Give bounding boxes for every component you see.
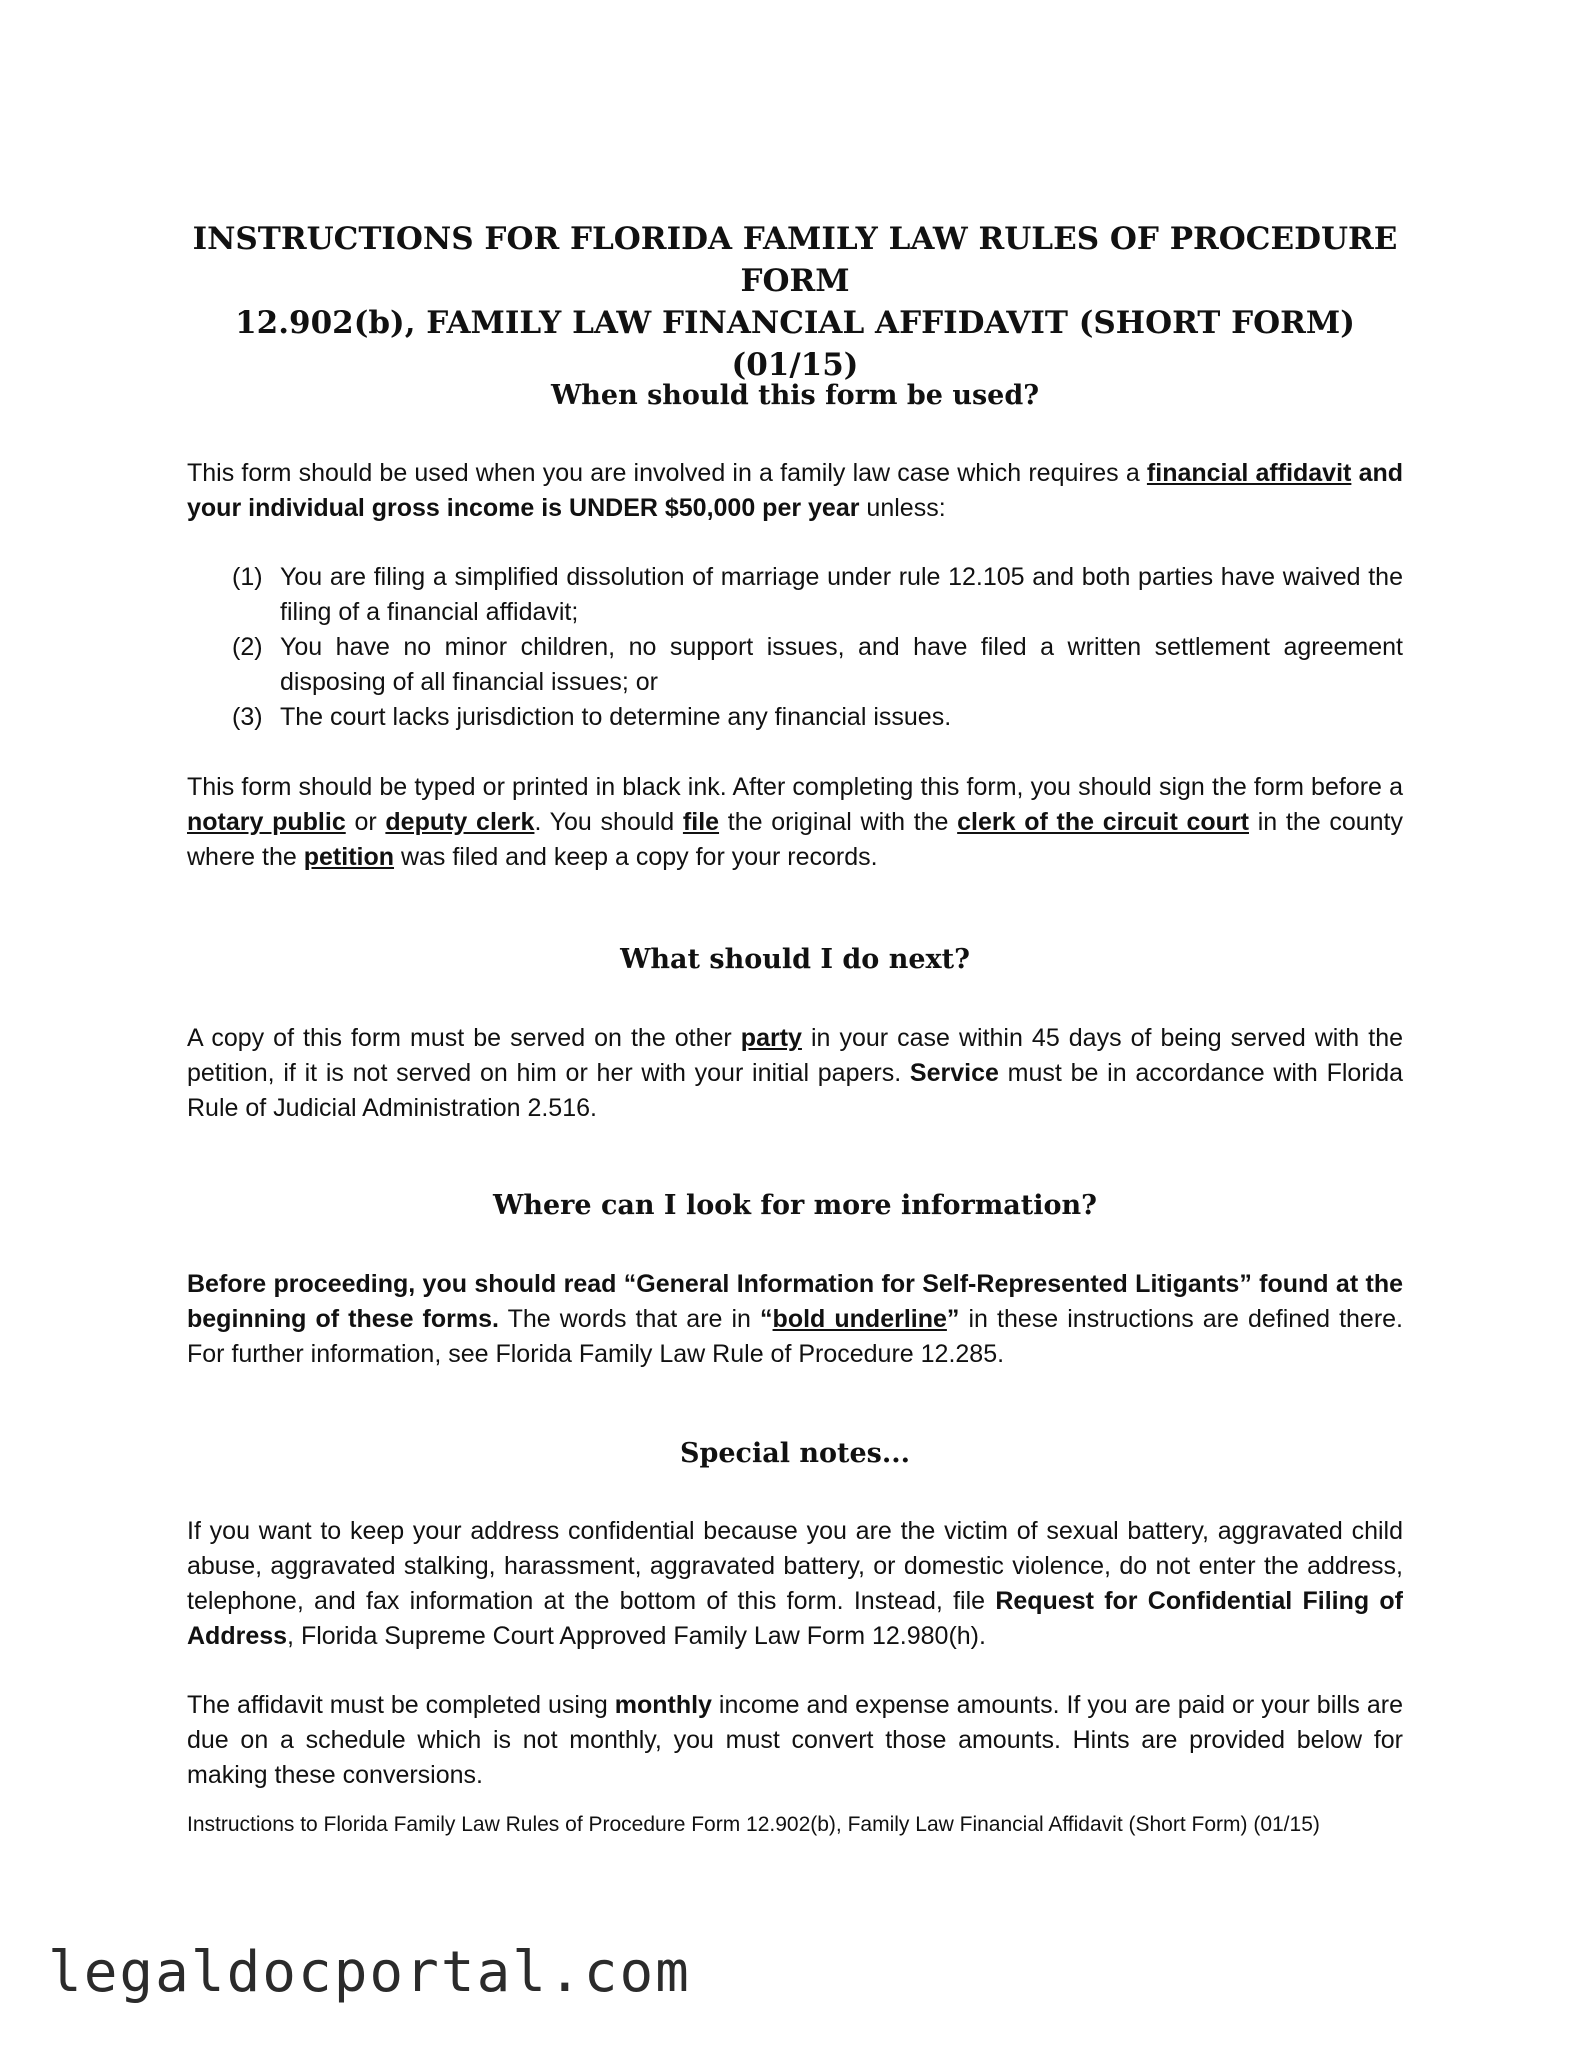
- term-financial-affidavit: financial affidavit: [1146, 459, 1352, 487]
- next-steps-paragraph: A copy of this form must be served on the other party in your case within 45 days of being served with the petition, if it is not served on him or her with your initial papers. Service must be in accordance with Florida Rule of Judicial Administration 2.516.: [187, 1024, 1403, 1122]
- income-condition: and your individual gross income is UNDER $50,000 per year: [187, 459, 1404, 522]
- section-heading-when: When should this form be used?: [550, 380, 1040, 411]
- general-information-notice: Before proceeding, you should read “General Information for Self-Represented Litigants” found at the beginning of these forms.: [187, 1270, 1403, 1333]
- confidential-address-paragraph: If you want to keep your address confidential because you are the victim of sexual battery, aggravated child abuse, aggravated stalking, harassment, aggravated battery, or domestic violence, do not enter the address, telephone, and fax information at the bottom of this form. Instead, file Request for Confidential Filing of Address, Florida Supreme Court Approved Family Law Form 12.980(h).: [187, 1517, 1404, 1650]
- document-title-line-2: 12.902(b), FAMILY LAW FINANCIAL AFFIDAVIT (SHORT FORM) (01/15): [235, 305, 1355, 383]
- term-clerk-of-circuit-court: clerk of the circuit court: [957, 808, 1249, 836]
- term-party: party: [740, 1024, 802, 1052]
- intro-paragraph: This form should be used when you are involved in a family law case which requires a financial affidavit and your individual gross income is UNDER $50,000 per year unless:: [187, 459, 1404, 522]
- section-heading-special-notes: Special notes...: [679, 1438, 911, 1469]
- list-item: (3) The court lacks jurisdiction to determine any financial issues.: [232, 703, 952, 731]
- more-info-paragraph: Before proceeding, you should read “General Information for Self-Represented Litigants” found at the beginning of these forms. The words that are in “bold underline” in these instructions are defined there. For further information, see Florida Family Law Rule of Procedure 12.285.: [187, 1270, 1404, 1368]
- term-bold-underline: bold underline: [772, 1305, 947, 1333]
- watermark: legaldocportal.com: [48, 1940, 691, 2005]
- section-heading-more-info: Where can I look for more information?: [493, 1190, 1097, 1221]
- term-service: Service: [909, 1059, 999, 1087]
- request-confidential-filing: Request for Confidential Filing of Address: [187, 1587, 1404, 1650]
- list-item: (1) You are filing a simplified dissolution of marriage under rule 12.105 and both parties have waived the filing of a financial affidavit;: [232, 563, 1403, 626]
- term-deputy-clerk: deputy clerk: [385, 808, 535, 836]
- term-petition: petition: [303, 843, 395, 871]
- monthly-amounts-paragraph: The affidavit must be completed using monthly income and expense amounts. If you are paid or your bills are due on a schedule which is not monthly, you must convert those amounts. Hints are provided below for making these conversions.: [187, 1691, 1403, 1789]
- filing-paragraph: This form should be typed or printed in black ink. After completing this form, you should sign the form before a notary public or deputy clerk. You should file the original with the clerk of the circuit court in the county where the petition was filed and keep a copy for your records.: [187, 773, 1403, 871]
- document-title-line-1: INSTRUCTIONS FOR FLORIDA FAMILY LAW RULES OF PROCEDURE FORM: [192, 221, 1398, 299]
- term-notary-public: notary public: [187, 808, 346, 836]
- term-file: file: [682, 808, 720, 836]
- document-title: [187, 218, 1403, 386]
- list-item: (2) You have no minor children, no support issues, and have filed a written settlement agreement disposing of all financial issues; or: [232, 633, 1403, 696]
- term-monthly: monthly: [614, 1691, 712, 1719]
- exceptions-list: [232, 560, 1403, 735]
- section-heading-next: What should I do next?: [620, 944, 970, 975]
- page-footer: Instructions to Florida Family Law Rules of Procedure Form 12.902(b), Family Law Financial Affidavit (Short Form) (01/15): [187, 1813, 1320, 1836]
